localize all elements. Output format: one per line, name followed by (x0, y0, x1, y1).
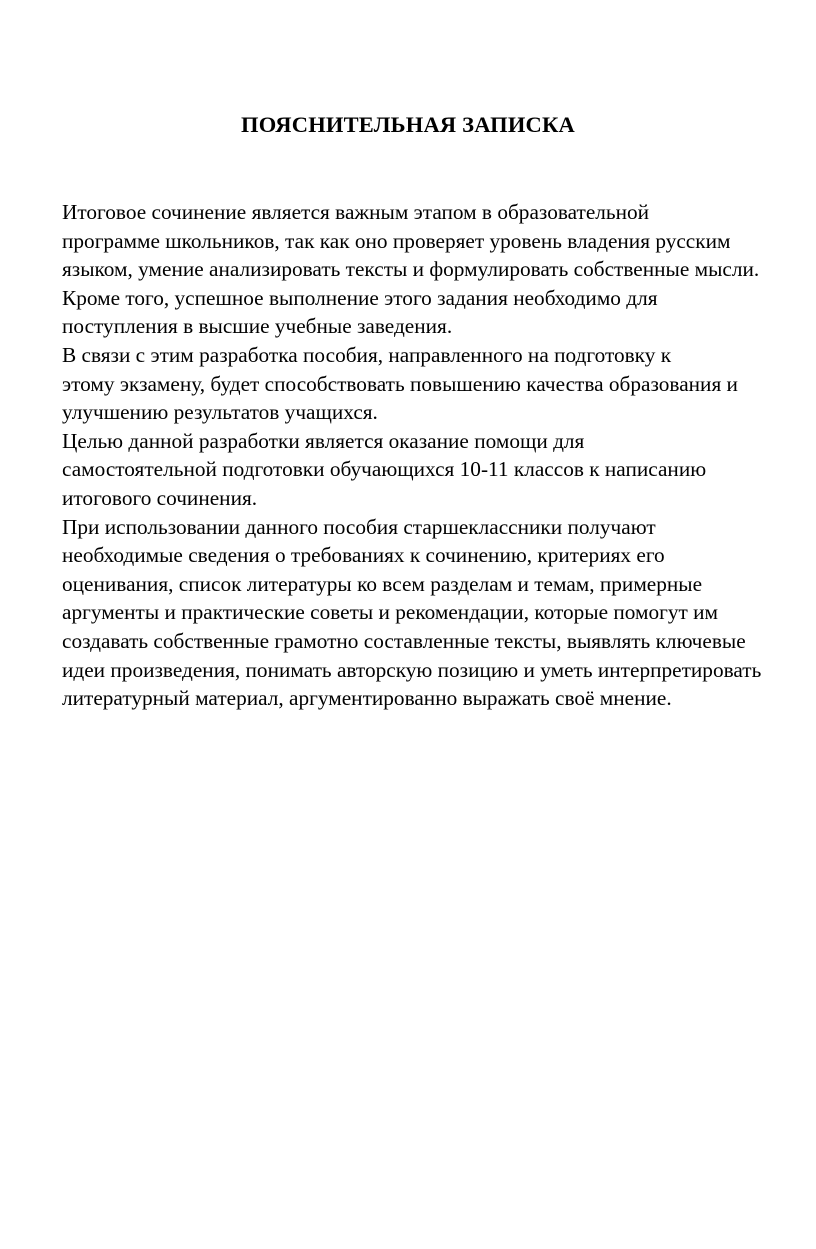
paragraph-2 (2, 341, 814, 427)
paragraph-line: языком, умение анализировать тексты и формулировать собственные мысли. (62, 257, 760, 282)
paragraph-line: Итоговое сочинение является важным этапом в образовательной (62, 200, 650, 224)
paragraph-line: Кроме того, успешное выполнение этого задания необходимо для (62, 285, 658, 310)
paragraph-line: улучшению результатов учащихся. (62, 400, 378, 425)
paragraph-line: Целью данной разработки является оказание помощи для (62, 428, 585, 453)
paragraph-line: оценивания, список литературы ко всем разделам и темам, примерные (62, 571, 703, 596)
paragraph-line: этому экзамену, будет способствовать повышению качества образования и (62, 371, 738, 396)
paragraph-line: необходимые сведения о требованиях к сочинению, критериях его (62, 543, 665, 568)
paragraph-line: В связи с этим разработка пособия, направленного на подготовку к (62, 342, 672, 367)
paragraph-line: создавать собственные грамотно составленные тексты, выявлять ключевые (62, 628, 746, 653)
paragraph-line: итогового сочинения. (62, 485, 258, 510)
paragraph-line: литературный материал, аргументированно выражать своё мнение. (62, 686, 672, 711)
paragraph-3 (2, 427, 814, 513)
paragraph-line: программе школьников, так как оно проверяет уровень владения русским (62, 228, 731, 253)
paragraph-line: При использовании данного пособия старшеклассники получают (62, 514, 656, 539)
document-body (2, 198, 814, 713)
page-title: ПОЯСНИТЕЛЬНАЯ ЗАПИСКА (241, 112, 575, 137)
paragraph-line: аргументы и практические советы и рекомендации, которые помогут им (62, 600, 719, 625)
paragraph-line: идеи произведения, понимать авторскую позицию и уметь интерпретировать (62, 657, 762, 682)
paragraph-line: поступления в высшие учебные заведения. (62, 314, 453, 339)
paragraph-4 (2, 513, 814, 713)
paragraph-1 (2, 198, 814, 341)
paragraph-line: самостоятельной подготовки обучающихся 10-11 классов к написанию (62, 457, 707, 482)
